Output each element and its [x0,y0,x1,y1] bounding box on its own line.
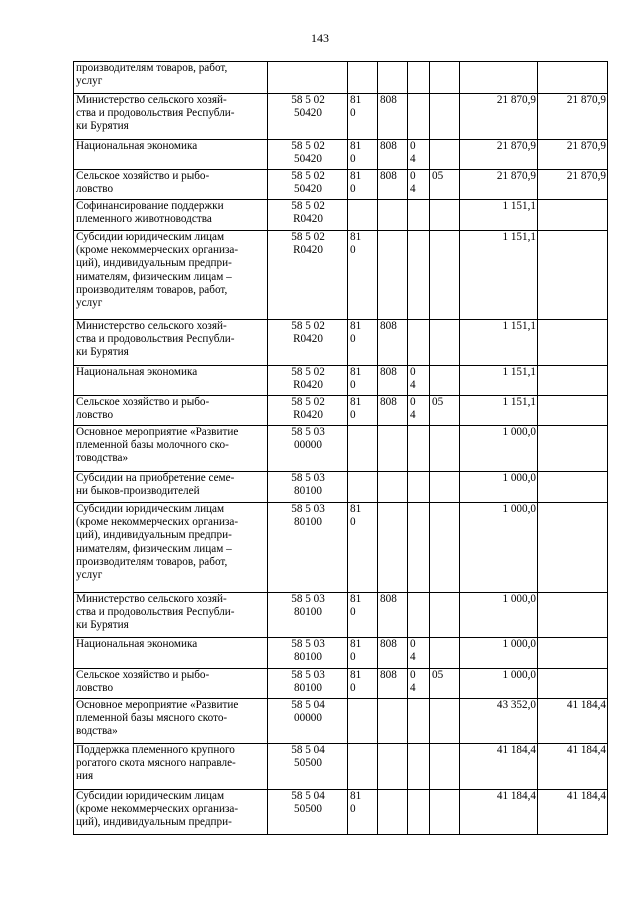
amount-cell-2 [538,638,608,669]
row-name-cell [74,426,268,472]
target-article-code-text: 58 5 04 00000 [291,699,325,725]
amount-text-1: 1 000,0 [502,638,536,650]
expense-type-cell [348,366,378,396]
target-article-code-cell [268,472,348,503]
ministry-code-cell [378,94,408,140]
amount-cell-1 [460,200,538,231]
row-name-cell [74,200,268,231]
target-article-code-text: 58 5 04 50500 [291,744,325,770]
target-article-code-text: 58 5 02 R0420 [291,396,325,422]
amount-cell-1 [460,396,538,426]
amount-text-1: 21 870,9 [496,170,536,182]
expense-type-text: 81 0 [350,638,362,664]
expense-type-text: 81 0 [350,140,362,166]
subsection-code-cell [430,593,460,638]
amount-cell-2 [538,426,608,472]
target-article-code-cell [268,426,348,472]
row-name-text: Национальная экономика [76,638,198,650]
row-name-text: производителям товаров, работ, услуг [76,62,228,88]
amount-cell-2 [538,62,608,94]
expense-type-text: 81 0 [350,170,362,196]
amount-cell-1 [460,503,538,593]
subsection-code-cell [430,744,460,790]
amount-text-1: 1 151,1 [502,231,536,243]
section-code-cell [408,426,430,472]
ministry-code-cell [378,231,408,320]
subsection-code-cell [430,62,460,94]
subsection-code-cell [430,472,460,503]
expense-type-cell [348,669,378,699]
amount-cell-2 [538,472,608,503]
subsection-code-cell [430,140,460,170]
subsection-code-cell [430,396,460,426]
ministry-code-cell [378,503,408,593]
subsection-code-cell [430,426,460,472]
subsection-code-cell [430,699,460,744]
row-name-cell [74,231,268,320]
ministry-code-cell [378,396,408,426]
expense-type-text: 81 0 [350,669,362,695]
ministry-code-cell [378,320,408,366]
expense-type-cell [348,638,378,669]
expense-type-cell [348,200,378,231]
expense-type-text: 81 0 [350,396,362,422]
target-article-code-cell [268,396,348,426]
expense-type-cell [348,503,378,593]
section-code-cell [408,366,430,396]
amount-cell-1 [460,366,538,396]
target-article-code-text: 58 5 03 00000 [291,426,325,452]
ministry-code-cell [378,699,408,744]
expense-type-text: 81 0 [350,231,362,257]
ministry-code-cell [378,669,408,699]
expense-type-cell [348,472,378,503]
table-row [74,140,608,170]
row-name-cell [74,396,268,426]
ministry-code-text: 808 [380,638,397,650]
amount-text-1: 43 352,0 [496,699,536,711]
target-article-code-cell [268,231,348,320]
table-row [74,669,608,699]
ministry-code-text: 808 [380,396,397,408]
ministry-code-text: 808 [380,170,397,182]
amount-text-1: 1 000,0 [502,426,536,438]
amount-text-1: 1 000,0 [502,669,536,681]
row-name-text: Национальная экономика [76,366,198,378]
row-name-text: Сельское хозяйство и рыбо- ловство [76,396,210,422]
expense-type-cell [348,94,378,140]
amount-cell-1 [460,62,538,94]
target-article-code-cell [268,593,348,638]
subsection-code-text: 05 [432,170,444,182]
ministry-code-cell [378,366,408,396]
table-row [74,699,608,744]
target-article-code-text: 58 5 02 R0420 [291,366,325,392]
row-name-cell [74,638,268,669]
amount-text-2: 41 184,4 [566,744,606,756]
amount-cell-1 [460,140,538,170]
row-name-cell [74,669,268,699]
amount-text-1: 1 151,1 [502,200,536,212]
ministry-code-cell [378,593,408,638]
row-name-text: Министерство сельского хозяй- ства и продовольствия Республи- ки Бурятия [76,94,235,133]
table-row [74,503,608,593]
target-article-code-cell [268,699,348,744]
row-name-text: Софинансирование поддержки племенного животноводства [76,200,224,226]
row-name-text: Сельское хозяйство и рыбо- ловство [76,170,210,196]
target-article-code-cell [268,744,348,790]
amount-cell-2 [538,170,608,200]
expense-type-cell [348,396,378,426]
subsection-code-cell [430,638,460,669]
ministry-code-cell [378,790,408,835]
table-row [74,593,608,638]
subsection-code-cell [430,320,460,366]
section-code-cell [408,638,430,669]
target-article-code-cell [268,94,348,140]
row-name-text: Субсидии юридическим лицам (кроме некоммерческих организа- ций), индивидуальным предпри- [76,790,239,829]
section-code-cell [408,200,430,231]
amount-cell-2 [538,503,608,593]
amount-text-1: 1 000,0 [502,593,536,605]
row-name-cell [74,170,268,200]
ministry-code-cell [378,472,408,503]
target-article-code-text: 58 5 02 50420 [291,140,325,166]
section-code-text: 0 4 [410,140,416,166]
amount-text-1: 1 151,1 [502,366,536,378]
target-article-code-cell [268,62,348,94]
section-code-cell [408,62,430,94]
subsection-code-cell [430,231,460,320]
target-article-code-cell [268,669,348,699]
ministry-code-text: 808 [380,593,397,605]
expense-type-text: 81 0 [350,366,362,392]
section-code-text: 0 4 [410,638,416,664]
amount-cell-1 [460,170,538,200]
expense-type-cell [348,62,378,94]
table-row [74,320,608,366]
target-article-code-cell [268,140,348,170]
target-article-code-cell [268,200,348,231]
subsection-code-cell [430,170,460,200]
ministry-code-cell [378,140,408,170]
row-name-text: Основное мероприятие «Развитие племенной базы мясного ското- водства» [76,699,239,738]
row-name-cell [74,790,268,835]
amount-cell-1 [460,320,538,366]
amount-text-1: 1 000,0 [502,503,536,515]
amount-cell-2 [538,669,608,699]
amount-text-2: 21 870,9 [566,94,606,106]
table-row [74,638,608,669]
row-name-text: Основное мероприятие «Развитие племенной базы молочного ско- товодства» [76,426,239,465]
section-code-cell [408,140,430,170]
section-code-cell [408,593,430,638]
table-row [74,472,608,503]
amount-cell-2 [538,200,608,231]
table-row [74,790,608,835]
target-article-code-cell [268,503,348,593]
expense-type-cell [348,140,378,170]
row-name-text: Субсидии юридическим лицам (кроме некоммерческих организа- ций), индивидуальным предпри- нимателям, физическим лицам – производителям товаров, работ, услуг [76,231,239,310]
amount-text-1: 41 184,4 [496,790,536,802]
target-article-code-text: 58 5 02 R0420 [291,320,325,346]
section-code-cell [408,669,430,699]
expense-type-cell [348,231,378,320]
expense-type-cell [348,170,378,200]
target-article-code-cell [268,790,348,835]
amount-cell-1 [460,94,538,140]
amount-text-1: 1 000,0 [502,472,536,484]
section-code-cell [408,472,430,503]
target-article-code-cell [268,638,348,669]
expense-type-text: 81 0 [350,593,362,619]
target-article-code-text: 58 5 02 50420 [291,94,325,120]
subsection-code-cell [430,503,460,593]
amount-cell-1 [460,638,538,669]
amount-cell-1 [460,790,538,835]
ministry-code-cell [378,170,408,200]
amount-text-2: 21 870,9 [566,170,606,182]
row-name-cell [74,472,268,503]
section-code-cell [408,503,430,593]
expense-type-cell [348,426,378,472]
amount-cell-1 [460,231,538,320]
table-row [74,62,608,94]
table-row [74,366,608,396]
amount-text-1: 21 870,9 [496,94,536,106]
section-code-cell [408,744,430,790]
amount-cell-1 [460,426,538,472]
target-article-code-text: 58 5 02 50420 [291,170,325,196]
amount-cell-2 [538,744,608,790]
amount-cell-2 [538,320,608,366]
table-row [74,744,608,790]
ministry-code-cell [378,744,408,790]
ministry-code-cell [378,62,408,94]
expense-type-text: 81 0 [350,503,362,529]
row-name-text: Министерство сельского хозяй- ства и продовольствия Республи- ки Бурятия [76,320,235,359]
target-article-code-cell [268,170,348,200]
amount-cell-2 [538,140,608,170]
amount-cell-2 [538,396,608,426]
row-name-cell [74,503,268,593]
expense-type-cell [348,744,378,790]
section-code-cell [408,231,430,320]
expense-type-cell [348,593,378,638]
row-name-text: Поддержка племенного крупного рогатого скота мясного направле- ния [76,744,236,783]
expense-type-cell [348,320,378,366]
section-code-text: 0 4 [410,170,416,196]
row-name-cell [74,140,268,170]
amount-text-1: 1 151,1 [502,320,536,332]
row-name-cell [74,366,268,396]
target-article-code-cell [268,366,348,396]
expense-type-text: 81 0 [350,790,362,816]
target-article-code-text: 58 5 03 80100 [291,669,325,695]
amount-cell-2 [538,231,608,320]
target-article-code-text: 58 5 03 80100 [291,503,325,529]
ministry-code-text: 808 [380,669,397,681]
target-article-code-text: 58 5 04 50500 [291,790,325,816]
amount-cell-1 [460,669,538,699]
amount-cell-2 [538,699,608,744]
subsection-code-cell [430,366,460,396]
ministry-code-text: 808 [380,140,397,152]
page-number: 143 [311,31,329,45]
row-name-cell [74,62,268,94]
row-name-text: Субсидии юридическим лицам (кроме некоммерческих организа- ций), индивидуальным предпри- нимателям, физическим лицам – производителям товаров, работ, услуг [76,503,239,582]
table-row [74,426,608,472]
subsection-code-cell [430,790,460,835]
section-code-text: 0 4 [410,669,416,695]
section-code-text: 0 4 [410,396,416,422]
expense-type-cell [348,699,378,744]
ministry-code-text: 808 [380,94,397,106]
table-row [74,170,608,200]
target-article-code-cell [268,320,348,366]
table-row [74,200,608,231]
ministry-code-cell [378,638,408,669]
row-name-cell [74,699,268,744]
amount-cell-2 [538,593,608,638]
amount-cell-1 [460,699,538,744]
row-name-text: Сельское хозяйство и рыбо- ловство [76,669,210,695]
amount-cell-1 [460,593,538,638]
section-code-cell [408,790,430,835]
expense-type-cell [348,790,378,835]
expense-type-text: 81 0 [350,94,362,120]
amount-text-2: 41 184,4 [566,790,606,802]
row-name-text: Министерство сельского хозяй- ства и продовольствия Республи- ки Бурятия [76,593,235,632]
subsection-code-text: 05 [432,396,444,408]
row-name-cell [74,94,268,140]
subsection-code-text: 05 [432,669,444,681]
expense-type-text: 81 0 [350,320,362,346]
row-name-text: Национальная экономика [76,140,198,152]
ministry-code-text: 808 [380,320,397,332]
target-article-code-text: 58 5 03 80100 [291,472,325,498]
table-row [74,396,608,426]
budget-table [73,61,608,835]
row-name-cell [74,744,268,790]
target-article-code-text: 58 5 03 80100 [291,593,325,619]
section-code-cell [408,699,430,744]
row-name-text: Субсидии на приобретение семе- ни быков-производителей [76,472,235,498]
ministry-code-text: 808 [380,366,397,378]
amount-text-1: 41 184,4 [496,744,536,756]
table-row [74,94,608,140]
target-article-code-text: 58 5 02 R0420 [291,200,325,226]
amount-text-2: 21 870,9 [566,140,606,152]
amount-cell-1 [460,744,538,790]
target-article-code-text: 58 5 02 R0420 [291,231,325,257]
amount-cell-2 [538,790,608,835]
subsection-code-cell [430,94,460,140]
amount-cell-2 [538,366,608,396]
ministry-code-cell [378,200,408,231]
amount-text-2: 41 184,4 [566,699,606,711]
subsection-code-cell [430,669,460,699]
row-name-cell [74,593,268,638]
section-code-cell [408,320,430,366]
amount-text-1: 1 151,1 [502,396,536,408]
row-name-cell [74,320,268,366]
table-row [74,231,608,320]
section-code-text: 0 4 [410,366,416,392]
amount-cell-2 [538,94,608,140]
section-code-cell [408,94,430,140]
target-article-code-text: 58 5 03 80100 [291,638,325,664]
section-code-cell [408,396,430,426]
amount-text-1: 21 870,9 [496,140,536,152]
subsection-code-cell [430,200,460,231]
section-code-cell [408,170,430,200]
amount-cell-1 [460,472,538,503]
ministry-code-cell [378,426,408,472]
